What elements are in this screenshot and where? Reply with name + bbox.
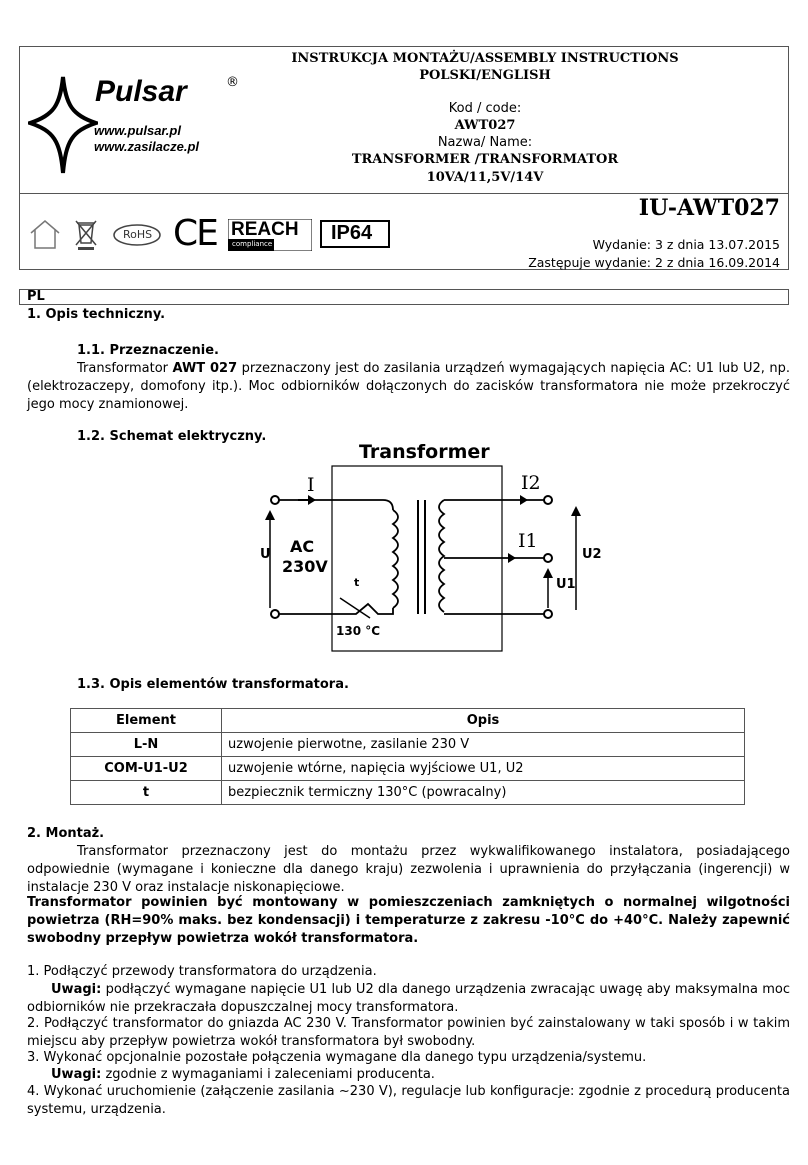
table-cell-desc: uzwojenie wtórne, napięcia wyjściowe U1, U2	[222, 757, 745, 781]
table-cell-element: L-N	[71, 733, 222, 757]
notes-label: Uwagi:	[51, 982, 102, 997]
table-row	[71, 757, 745, 781]
label-U: U	[260, 547, 271, 562]
document-header	[19, 46, 789, 270]
label-U2: U2	[582, 547, 602, 562]
section11-paragraph	[27, 360, 790, 414]
table-cell-desc: bezpiecznik termiczny 130°C (powracalny)	[222, 781, 745, 805]
header-title-line2: POLSKI/ENGLISH	[419, 68, 551, 83]
table-header-opis: Opis	[222, 709, 745, 733]
url-pulsar: www.pulsar.pl	[94, 123, 181, 138]
name-value: TRANSFORMER /TRANSFORMATOR	[351, 152, 619, 167]
section2-paragraph2: Transformator powinien być montowany w pomieszczeniach zamkniętych o normalnej wilgotności powietrza (RH=90% maks. bez kondensacji) i temperaturze z zakresu -10°C do +40°C. Należy zapewnić swobodny przepływ powietrza wokół transformatora.	[27, 895, 790, 946]
reach-label: REACH	[231, 219, 299, 240]
table-cell-desc: uzwojenie pierwotne, zasilanie 230 V	[222, 733, 745, 757]
ce-mark: CE	[173, 213, 217, 254]
label-I2: I2	[521, 472, 541, 494]
section2-heading: 2. Montaż.	[27, 826, 105, 841]
replaces-text: Zastępuje wydanie: 2 z dnia 16.09.2014	[528, 255, 780, 270]
step1: 1. Podłączyć przewody transformatora do urządzenia.	[27, 964, 377, 979]
section12-heading: 1.2. Schemat elektryczny.	[77, 429, 267, 444]
pulsar-logo	[28, 75, 258, 175]
brand-name: Pulsar	[95, 75, 187, 108]
label-AC: AC	[290, 537, 315, 556]
label-t: t	[354, 576, 360, 589]
code-label: Kod / code:	[448, 101, 522, 116]
document-id: IU-AWT027	[638, 195, 780, 221]
step2: 2. Podłączyć transformator do gniazda AC 230 V. Transformator powinien być zainstalowany w taki sposób i w takim miejscu aby przepływ powietrza wokół transformatora był swobodny.	[27, 1016, 790, 1049]
label-I: I	[307, 474, 315, 496]
reach-compliance: compliance	[232, 240, 273, 248]
code-value: AWT027	[454, 118, 516, 133]
registered-mark: ®	[226, 75, 239, 90]
table-header-element: Element	[71, 709, 222, 733]
language-section-bar: PL	[19, 289, 789, 305]
ip64-label: IP64	[331, 222, 373, 244]
label-I1: I1	[518, 530, 538, 552]
edition-text: Wydanie: 3 z dnia 13.07.2015	[592, 237, 780, 252]
label-U1: U1	[556, 577, 576, 592]
notes-label: Uwagi:	[51, 1067, 102, 1082]
s11-product: AWT 027	[172, 361, 238, 376]
spec-value: 10VA/11,5V/14V	[426, 170, 544, 185]
s11-post: przeznaczony jest do zasilania urządzeń wymagających napięcia AC: U1 lub U2, np. (elektrozaczepy, domofony itp.). Moc odbiorników dołączonych do zacisków transformatora nie może przekroczyć jego mocy znamionowej.	[27, 361, 790, 412]
transformer-schematic	[258, 438, 613, 653]
step3: 3. Wykonać opcjonalnie pozostałe połączenia wymagane dla danego typu urządzenia/systemu.	[27, 1050, 647, 1065]
step1-notes	[27, 981, 790, 1017]
section1-heading: 1. Opis techniczny.	[27, 307, 166, 322]
notes-text: zgodnie z wymaganiami i zaleceniami producenta.	[101, 1067, 435, 1082]
label-230V: 230V	[282, 557, 328, 576]
header-title-line1: INSTRUKCJA MONTAŻU/ASSEMBLY INSTRUCTIONS	[291, 51, 679, 66]
weee-bin-icon	[73, 217, 99, 251]
diagram-title: Transformer	[359, 441, 490, 463]
table-cell-element: COM-U1-U2	[71, 757, 222, 781]
name-label: Nazwa/ Name:	[437, 135, 533, 150]
notes-text: podłączyć wymagane napięcie U1 lub U2 dla danego urządzenia zwracając uwagę aby maksymalna moc odbiorników nie przekraczała dopuszczalnej mocy transformatora.	[27, 982, 790, 1015]
table-header-row	[71, 709, 745, 733]
url-zasilacze: www.zasilacze.pl	[94, 139, 200, 154]
section13-heading: 1.3. Opis elementów transformatora.	[77, 677, 349, 692]
step3-notes	[27, 1066, 790, 1084]
rohs-label: RoHS	[123, 228, 153, 241]
s11-pre: Transformator	[77, 361, 173, 376]
section11-heading: 1.1. Przeznaczenie.	[77, 343, 219, 358]
header-divider	[20, 193, 788, 194]
table-row	[71, 733, 745, 757]
section2-paragraph1: Transformator przeznaczony jest do montażu przez wykwalifikowanego instalatora, posiadającego odpowiednie (wymagane i konieczne dla danego kraju) zezwolenia i uprawnienia do przyłączania (ingerencji) w instalacje 230 V oraz instalacje niskonapięciowe.	[27, 844, 790, 895]
indoor-house-icon	[28, 217, 62, 251]
elements-table	[70, 708, 745, 805]
label-130C: 130 °C	[336, 624, 381, 638]
pulsar-star-icon	[28, 75, 98, 175]
table-cell-element: t	[71, 781, 222, 805]
step4: 4. Wykonać uruchomienie (załączenie zasilania ~230 V), regulacje lub konfiguracje: zgodnie z procedurą producenta systemu, urządzenia.	[27, 1084, 790, 1117]
table-row	[71, 781, 745, 805]
